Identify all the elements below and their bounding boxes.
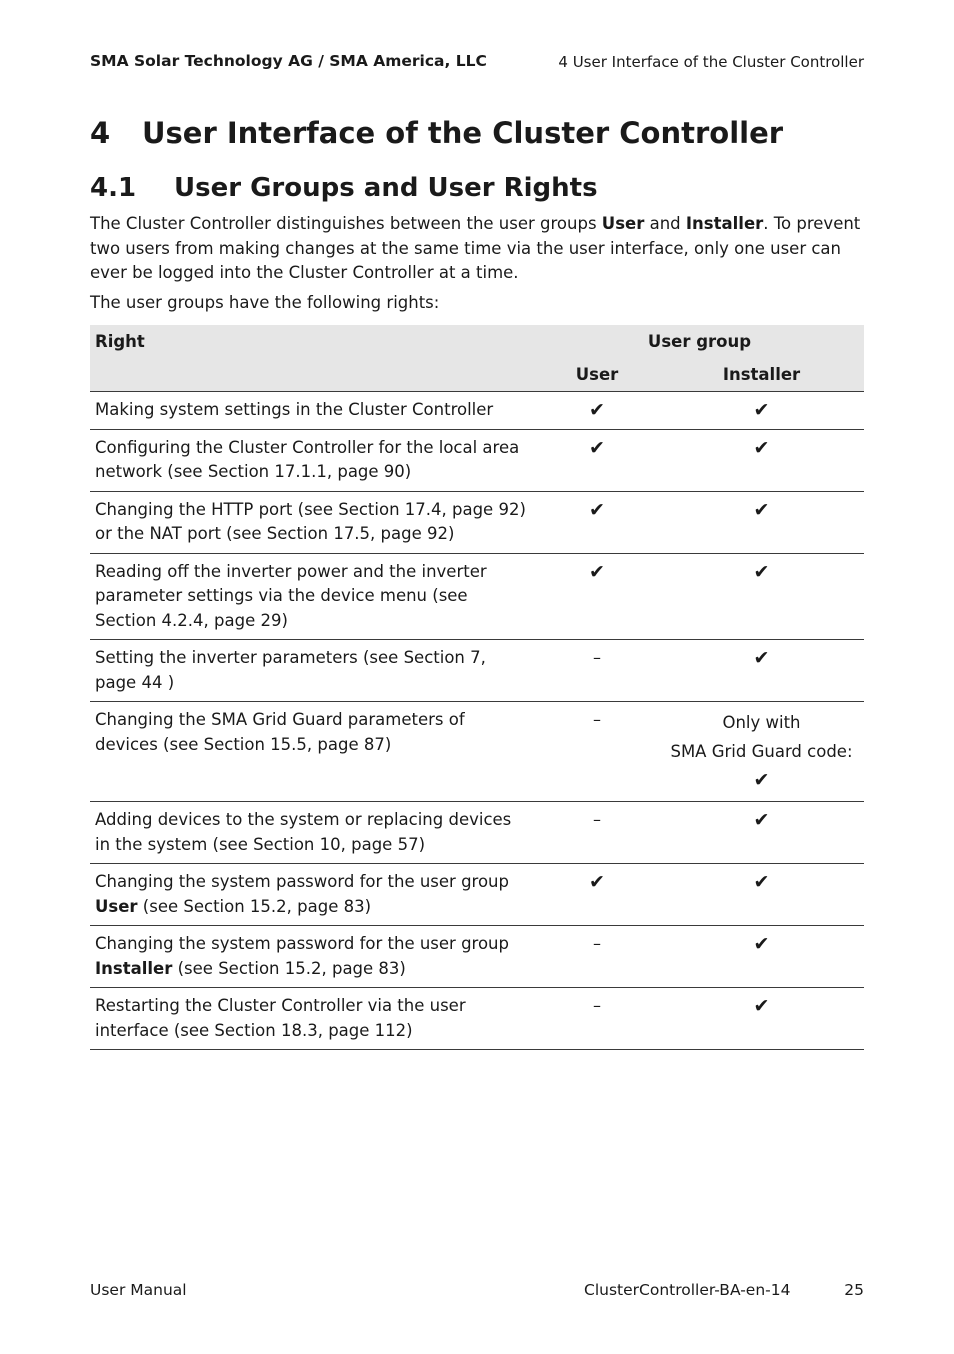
footer-manual-label: User Manual [90,1281,187,1299]
intro-bold-user: User [601,214,645,233]
right-text: Changing the HTTP port (see Section 17.4, page 92) or the NAT port (see Section 17.5, page 92) [90,491,535,553]
table-row [90,988,864,1050]
section-number: 4.1 [90,173,137,203]
table-row [90,429,864,491]
chapter-heading [90,116,783,150]
right-text-bold: User [95,896,138,916]
check-icon: ✔ [659,802,864,864]
section-heading [90,173,598,203]
header-company: SMA Solar Technology AG / SMA America, LLC [90,52,487,70]
check-icon: ✔ [659,988,864,1050]
right-text-post: (see Section 15.2, page 83) [137,896,372,916]
table-header-row-2 [90,358,864,392]
footer-doc-id: ClusterController-BA-en-14 [584,1281,791,1299]
table-row [90,392,864,430]
dash-icon: – [535,926,659,988]
section-title: User Groups and User Rights [174,173,598,203]
condition-line-1: Only with [722,713,801,732]
footer-page-number: 25 [844,1281,864,1299]
lead-paragraph: The user groups have the following rights: [90,293,440,312]
installer-condition [659,702,864,802]
right-text-bold: Installer [95,958,173,978]
check-icon: ✔ [753,769,770,791]
check-icon: ✔ [659,429,864,491]
check-icon: ✔ [535,429,659,491]
table-header-row-1 [90,325,864,358]
right-text: Adding devices to the system or replacing devices in the system (see Section 10, page 57) [90,802,535,864]
header-right: Right [90,325,535,358]
table-row [90,491,864,553]
right-text: Making system settings in the Cluster Controller [90,392,535,430]
condition-line-2: SMA Grid Guard code: [670,742,853,761]
check-icon: ✔ [535,864,659,926]
intro-bold-installer: Installer [685,214,764,233]
dash-icon: – [535,640,659,702]
right-text: Setting the inverter parameters (see Section 7, page 44 ) [90,640,535,702]
header-installer: Installer [659,358,864,392]
check-icon: ✔ [659,864,864,926]
header-blank [90,358,535,392]
user-rights-table [90,325,864,1050]
table-row [90,702,864,802]
table-row [90,802,864,864]
intro-text-1: The Cluster Controller distinguishes between the user groups [90,214,602,233]
right-text: Restarting the Cluster Controller via the user interface (see Section 18.3, page 112) [90,988,535,1050]
dash-icon: – [535,802,659,864]
right-text [90,864,535,926]
intro-paragraph [90,212,865,286]
chapter-title: User Interface of the Cluster Controller [142,116,784,150]
table-row [90,926,864,988]
table-row [90,864,864,926]
dash-icon: – [535,988,659,1050]
intro-text-2: and [644,214,686,233]
right-text: Configuring the Cluster Controller for the local area network (see Section 17.1.1, page 90) [90,429,535,491]
table-row [90,640,864,702]
right-text [90,926,535,988]
check-icon: ✔ [659,491,864,553]
check-icon: ✔ [659,926,864,988]
right-text-pre: Changing the system password for the user group [95,872,509,891]
check-icon: ✔ [535,491,659,553]
header-chapter: 4 User Interface of the Cluster Controller [558,53,864,71]
chapter-number: 4 [90,116,111,150]
check-icon: ✔ [535,392,659,430]
header-user: User [535,358,659,392]
check-icon: ✔ [659,392,864,430]
check-icon: ✔ [535,553,659,640]
check-icon: ✔ [659,640,864,702]
dash-icon: – [535,702,659,802]
intro-text-3: . To prevent two users from making changes at the same time via the user interface, only one user can ever be logged into the Cluster Controller at a time. [90,214,861,282]
right-text: Reading off the inverter power and the inverter parameter settings via the device menu (see Section 4.2.4, page 29) [90,553,535,640]
table-row [90,553,864,640]
right-text-post: (see Section 15.2, page 83) [172,958,406,978]
right-text-pre: Changing the system password for the user group [95,934,509,953]
right-text: Changing the SMA Grid Guard parameters of devices (see Section 15.5, page 87) [90,702,535,802]
header-user-group: User group [535,325,864,358]
check-icon: ✔ [659,553,864,640]
